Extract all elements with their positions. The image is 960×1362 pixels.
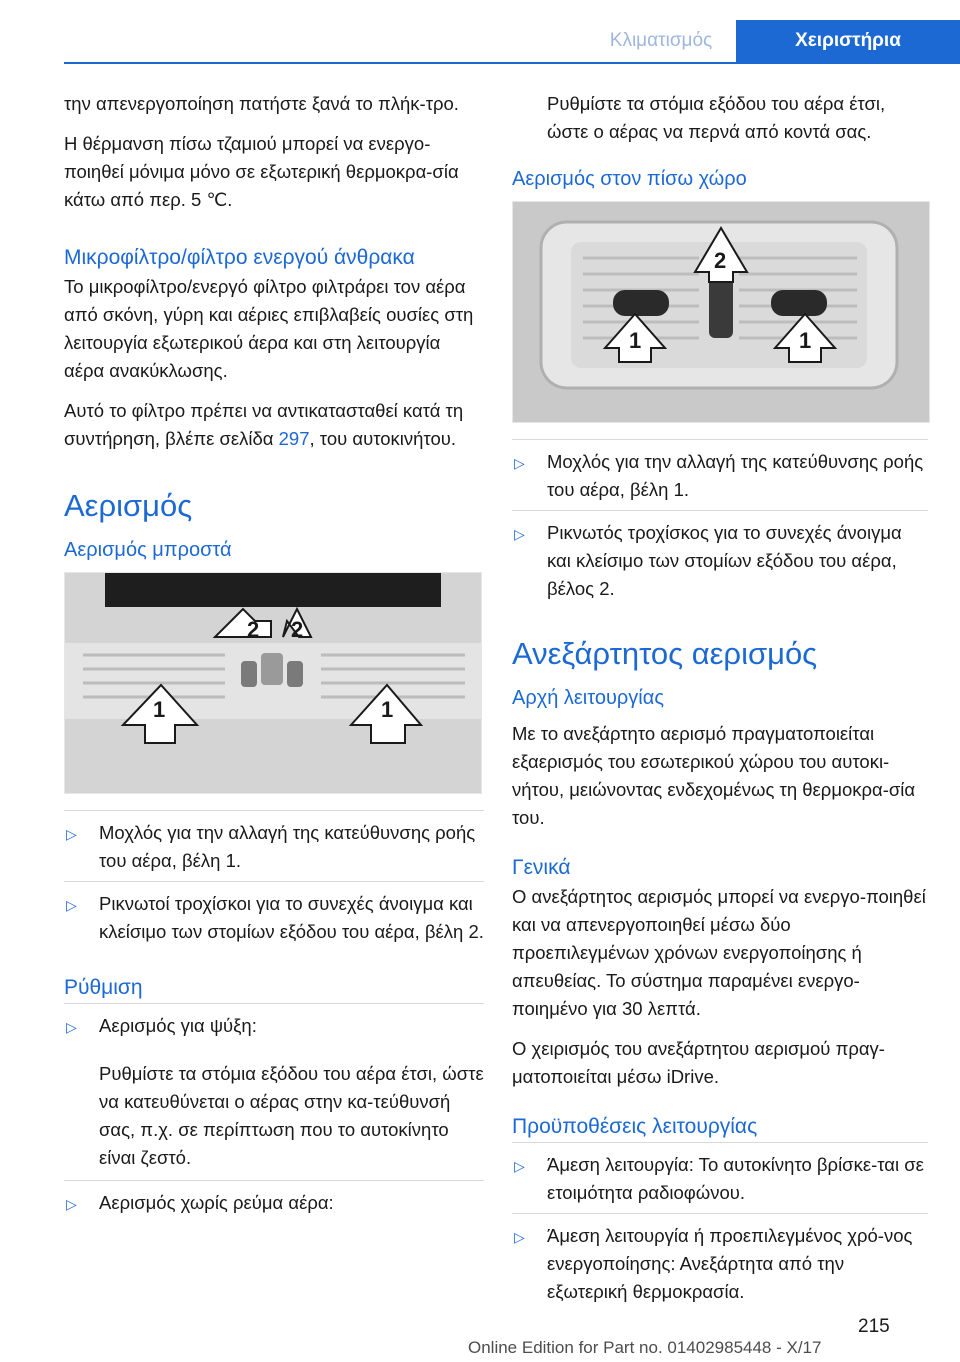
list-item: ▷ Ρικνωτοί τροχίσκοι για το συνεχές άνοιγμα και κλείσιμο των στομίων εξόδου του αέρα, βέλη 2. xyxy=(64,881,484,952)
label-2a: 2 xyxy=(247,617,260,642)
list-item: ▷ Αερισμός για ψύξη: xyxy=(64,1003,484,1046)
bullet-triangle-icon: ▷ xyxy=(514,526,525,542)
label-1a: 1 xyxy=(153,697,166,722)
left-column xyxy=(64,90,484,1237)
rear-vents-list xyxy=(512,439,928,609)
header-tabs xyxy=(0,20,960,62)
list-item: ▷ Μοχλός για την αλλαγή της κατεύθυνσης ροής του αέρα, βέλη 1. xyxy=(512,439,928,510)
right-column xyxy=(512,90,928,1326)
heading-prerequisites: Προϋποθέσεις λειτουργίας xyxy=(512,1115,758,1138)
list-item: ▷ Αερισμός χωρίς ρεύμα αέρα: xyxy=(64,1180,484,1223)
rear-vents-image xyxy=(513,202,929,422)
list-item: ▷ Μοχλός για την αλλαγή της κατεύθυνσης ροής του αέρα, βέλη 1. xyxy=(64,810,484,881)
rear-vents-figure xyxy=(512,201,930,423)
front-vents-image xyxy=(65,573,481,793)
bullet-triangle-icon: ▷ xyxy=(66,1019,77,1035)
hazard-button xyxy=(261,653,283,685)
list-item: ▷ Άμεση λειτουργία: Το αυτοκίνητο βρίσκε-ται σε ετοιμότητα ραδιοφώνου. xyxy=(512,1142,928,1213)
paragraph: Το μικροφίλτρο/ενεργό φίλτρο φιλτράρει τον αέρα από σκόνη, γύρη και αέριες επιβλαβείς ουσίες στη λειτουργία εξωτερικού άερα και στη λειτουργία αέρα ανακύκλωσης. xyxy=(64,276,474,381)
front-vents-figure xyxy=(64,572,482,794)
list-subtext: Ρυθμίστε τα στόμια εξόδου του αέρα έτσι, ώστε ο αέρας να περνά από κοντά σας. xyxy=(547,93,886,142)
bullet-triangle-icon: ▷ xyxy=(66,897,77,913)
heading-independent-ventilation: Ανεξάρτητος αερισμός xyxy=(512,636,818,671)
paragraph: Η θέρμανση πίσω τζαμιού μπορεί να ενεργο-ποιηθεί μόνιμα μόνο σε εξωτερική θερμοκρα-σία κάτω από περ. 5 ℃. xyxy=(64,133,459,210)
tab-climate[interactable]: Κλιματισμός xyxy=(609,30,713,51)
bullet-triangle-icon: ▷ xyxy=(66,1196,77,1212)
bullet-triangle-icon: ▷ xyxy=(66,826,77,842)
thumbwheel-left xyxy=(241,661,257,687)
tab-controls[interactable]: Χειριστήρια xyxy=(736,20,960,62)
paragraph: την απενεργοποίηση πατήστε ξανά το πλήκ-τρο. xyxy=(64,93,459,114)
page-link[interactable]: 297 xyxy=(278,428,310,449)
heading-filter: Μικροφίλτρο/φίλτρο ενεργού άνθρακα xyxy=(64,246,415,269)
heading-front-ventilation: Αερισμός μπροστά xyxy=(64,539,232,561)
label-2b: 2 xyxy=(291,617,304,642)
label-2: 2 xyxy=(714,248,727,273)
edition-footer: Online Edition for Part no. 01402985448 - X/17 xyxy=(468,1338,822,1357)
bullet-triangle-icon: ▷ xyxy=(514,1158,525,1174)
page-number: 215 xyxy=(858,1316,890,1337)
heading-principle: Αρχή λειτουργίας xyxy=(512,687,664,709)
paragraph: Με το ανεξάρτητο αερισμό πραγματοποιείται εξαερισμός του εσωτερικού χώρου του αυτοκι-νήτου, μειώνοντας ενδεχομένως τη θερμοκρα-σία του. xyxy=(512,723,916,828)
label-1a: 1 xyxy=(629,328,642,353)
header-rule xyxy=(64,62,960,64)
list-item: ▷ Ρικνωτός τροχίσκος για το συνεχές άνοιγμα και κλείσιμο των στομίων εξόδου του αέρα, βέλος 2. xyxy=(512,510,928,609)
heading-general: Γενικά xyxy=(512,856,571,879)
paragraph: Ο χειρισμός του ανεξάρτητου αερισμού πραγ-ματοποιείται μέσω iDrive. xyxy=(512,1038,885,1087)
bullet-triangle-icon: ▷ xyxy=(514,455,525,471)
label-1b: 1 xyxy=(799,328,812,353)
heading-ventilation: Αερισμός xyxy=(64,488,193,523)
lever-right xyxy=(771,290,827,316)
thumbwheel-right xyxy=(287,661,303,687)
setting-list-2 xyxy=(64,1180,484,1223)
bullet-triangle-icon: ▷ xyxy=(514,1229,525,1245)
setting-list xyxy=(64,1003,484,1046)
paragraph: Αυτό το φίλτρο πρέπει να αντικατασταθεί κατά τη συντήρηση, βλέπε σελίδα 297, του αυτοκινήτου. xyxy=(64,400,464,449)
rear-thumbwheel xyxy=(709,274,733,338)
front-vents-list xyxy=(64,810,484,952)
prerequisites-list xyxy=(512,1142,928,1312)
paragraph: Ο ανεξάρτητος αερισμός μπορεί να ενεργο-ποιηθεί και να απενεργοποιηθεί μέσω δύο προεπιλεγμένων χρόνων ενεργοποίησης ή απευθείας. Το σύστημα παραμένει ενεργο-ποιημένο για 30 λεπτά. xyxy=(512,886,926,1019)
lever-left xyxy=(613,290,669,316)
list-subtext: Ρυθμίστε τα στόμια εξόδου του αέρα έτσι, ώστε να κατευθύνεται ο αέρας στην κα-τεύθυνσή σας, π.χ. σε περίπτωση που το αυτοκίνητο είναι ζεστό. xyxy=(99,1063,484,1168)
list-item: ▷ Άμεση λειτουργία ή προεπιλεγμένος χρό-νος ενεργοποίησης: Ανεξάρτητα από την εξωτερική θερμοκρασία. xyxy=(512,1213,928,1312)
label-1b: 1 xyxy=(381,697,394,722)
heading-setting: Ρύθμιση xyxy=(64,976,143,999)
display-screen xyxy=(105,573,441,607)
heading-rear-ventilation: Αερισμός στον πίσω χώρο xyxy=(512,168,747,190)
